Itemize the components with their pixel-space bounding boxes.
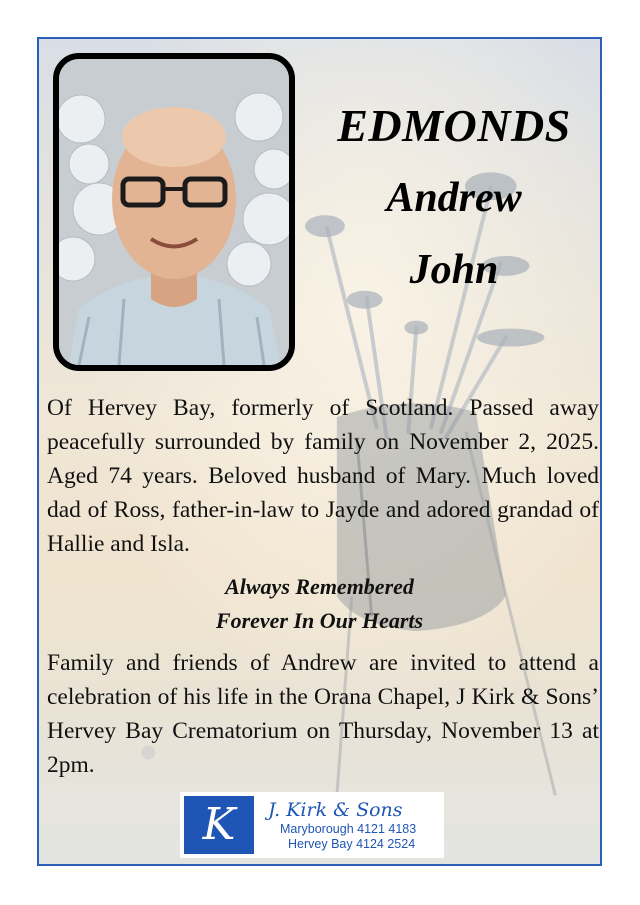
obituary-text: Of Hervey Bay, formerly of Scotland. Passed away peacefully surrounded by family on November 2, 2025. Aged 74 years. Beloved husband of Mary. Much loved dad of Ross, father-in-law to Jayde and adored grandad of Hallie and Isla. <box>47 395 599 557</box>
tribute-line-1: Always Remembered <box>225 574 414 599</box>
tribute <box>39 570 600 638</box>
given-name: Andrew <box>386 175 522 221</box>
surname: EDMONDS <box>337 100 571 151</box>
death-notice <box>37 37 602 866</box>
funeral-details: Family and friends of Andrew are invited to attend a celebration of his life in the Orana Chapel, J Kirk & Sons’ Hervey Bay Crematorium on Thursday, November 13 at 2pm. <box>47 650 599 778</box>
middle-name: John <box>409 247 499 293</box>
portrait-photo <box>53 53 295 371</box>
kirk-logo-icon <box>184 796 254 854</box>
deceased-name <box>309 100 599 293</box>
phone-maryborough: Maryborough 4121 4183 <box>280 822 417 836</box>
tribute-line-2: Forever In Our Hearts <box>215 608 424 633</box>
funeral-director-name: J. Kirk & Sons <box>268 799 403 821</box>
funeral-director-logo <box>180 792 444 858</box>
phone-hervey-bay: Hervey Bay 4124 2524 <box>288 837 416 851</box>
logo-letter: K <box>202 799 236 850</box>
funeral-director-info <box>268 798 416 852</box>
